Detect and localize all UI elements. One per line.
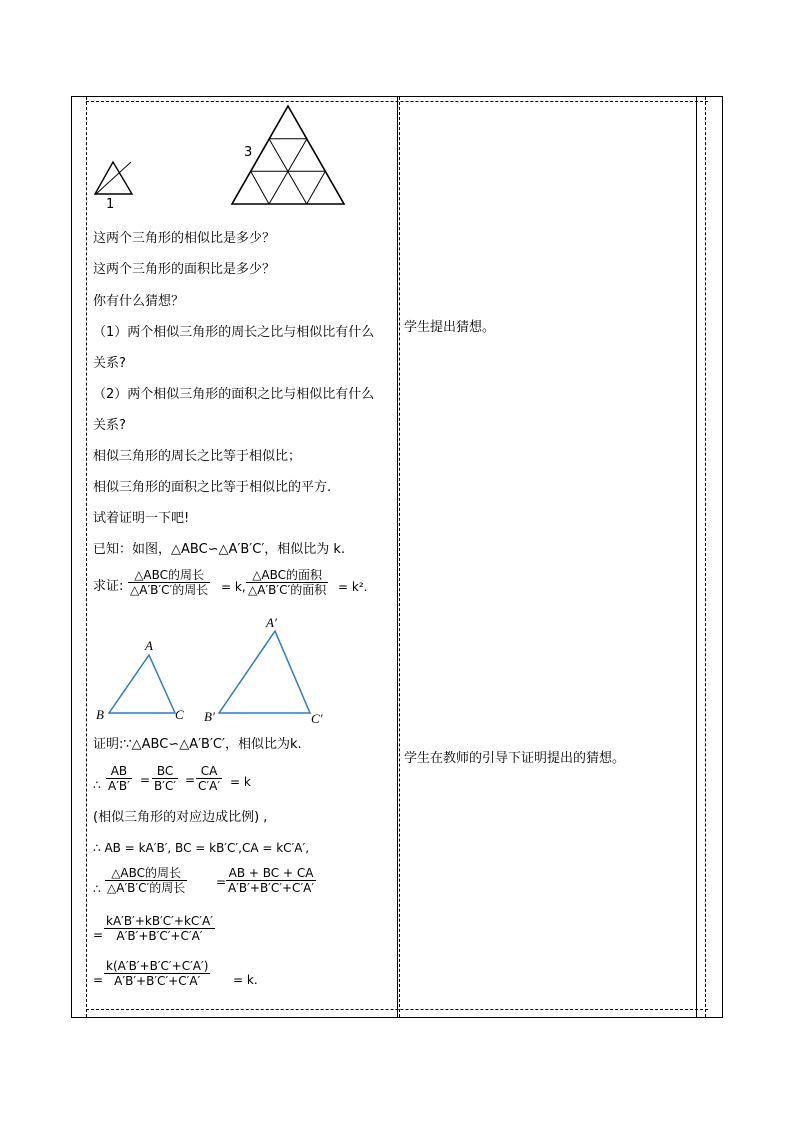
result-area: 相似三角形的面积之比等于相似比的平方. [93, 480, 332, 495]
eq5-num: k(A′B′+B′C′+C′A′) [106, 959, 209, 973]
question-area-ratio: 这两个三角形的面积比是多少？ [93, 262, 276, 277]
column-divider-dashed [399, 97, 400, 1017]
eq3-equals: = [216, 875, 227, 889]
eq4-num: kA′B′+kB′C′+kC′A′ [106, 914, 213, 928]
eq3-fraction-left [105, 866, 187, 895]
column-divider [397, 97, 398, 1017]
eq5-den: A′B′+B′C′+C′A′ [114, 974, 201, 988]
vertex-c-prime: C′ [311, 711, 323, 726]
eq1-ab-den: A′B′ [108, 779, 130, 793]
vertex-a: A [145, 638, 153, 653]
prove-fraction-area-num: △ABC的面积 [252, 568, 323, 582]
eq1-ca-den: C′A′ [198, 779, 221, 793]
triangle-abc-prime [219, 631, 310, 713]
question-conjecture: 你有什么猜想？ [93, 294, 185, 309]
vertex-b: B [96, 707, 104, 722]
right-divider [696, 97, 697, 1017]
prove-middle: = k, [221, 580, 246, 594]
result-perimeter: 相似三角形的周长之比等于相似比； [93, 449, 302, 464]
eq4-equals: = [93, 928, 104, 942]
conjecture-2-line1: （2）两个相似三角形的面积之比与相似比有什么 [93, 387, 375, 402]
eq3-num: △ABC的周长 [111, 866, 182, 880]
prove-end: = k². [338, 580, 368, 594]
triangle-grid-figure [90, 100, 360, 212]
similar-triangles-figure [90, 610, 340, 730]
eq1-fraction-ca [196, 764, 222, 793]
right-dashed-border [705, 97, 706, 1017]
therefore-symbol: ∴ [93, 778, 101, 792]
given-statement: 已知：如图，△ABC∽△A′B′C′，相似比为 k. [93, 542, 346, 557]
eq1-end: = k [230, 775, 251, 789]
prove-fraction-perimeter-den: △A′B′C′的周长 [130, 583, 209, 597]
eq2-line: ∴ AB = kA′B′, BC = kB′C′,CA = kC′A′, [93, 841, 310, 855]
large-triangle-label: 3 [244, 145, 253, 160]
prove-fraction-area-den: △A′B′C′的面积 [248, 583, 327, 597]
conjecture-1-line1: （1）两个相似三角形的周长之比与相似比有什么 [93, 325, 375, 340]
proof-prompt: 试着证明一下吧! [93, 511, 190, 526]
eq4-den: A′B′+B′C′+C′A′ [116, 929, 203, 943]
prove-fraction-perimeter [128, 568, 210, 597]
eq1-bc-den: B′C′ [154, 779, 177, 793]
note-student-proof: 学生在教师的引导下证明提出的猜想。 [404, 751, 626, 766]
proof-intro: 证明:∵△ABC∽△A′B′C′，相似比为k. [93, 737, 302, 752]
bottom-dashed-border [86, 1009, 708, 1010]
vertex-a-prime: A′ [266, 615, 277, 630]
eq4-fraction [104, 914, 215, 943]
eq3-right-den: A′B′+B′C′+C′A′ [228, 881, 315, 895]
vertex-b-prime: B′ [204, 709, 215, 724]
eq3-fraction-right [226, 866, 316, 895]
eq1-fraction-bc [152, 764, 178, 793]
eq1-ab-num: AB [110, 764, 128, 778]
left-dashed-border [86, 97, 87, 1017]
eq3-right-num: AB + BC + CA [228, 866, 314, 880]
conjecture-1-line2: 关系? [93, 356, 126, 371]
eq1-equals-2: = [185, 773, 196, 787]
small-triangle-label: 1 [106, 197, 115, 212]
eq5-end: = k. [233, 973, 258, 987]
prove-fraction-perimeter-num: △ABC的周长 [134, 568, 205, 582]
prove-label: 求证: [93, 579, 124, 594]
eq1-equals-1: = [140, 773, 151, 787]
question-similarity-ratio: 这两个三角形的相似比是多少？ [93, 231, 276, 246]
proof-reason: (相似三角形的对应边成比例) , [93, 810, 268, 825]
eq1-bc-num: BC [156, 764, 174, 778]
triangle-abc [109, 655, 175, 713]
eq3-therefore: ∴ [93, 882, 101, 896]
note-student-conjecture: 学生提出猜想。 [404, 320, 496, 335]
eq1-fraction-ab [106, 764, 132, 793]
eq1-ca-num: CA [200, 764, 218, 778]
eq3-den: △A′B′C′的周长 [107, 881, 186, 895]
eq5-fraction [104, 959, 210, 988]
vertex-c: C [175, 707, 184, 722]
prove-fraction-area [246, 568, 328, 597]
conjecture-2-line2: 关系? [93, 418, 126, 433]
eq5-equals: = [93, 973, 104, 987]
